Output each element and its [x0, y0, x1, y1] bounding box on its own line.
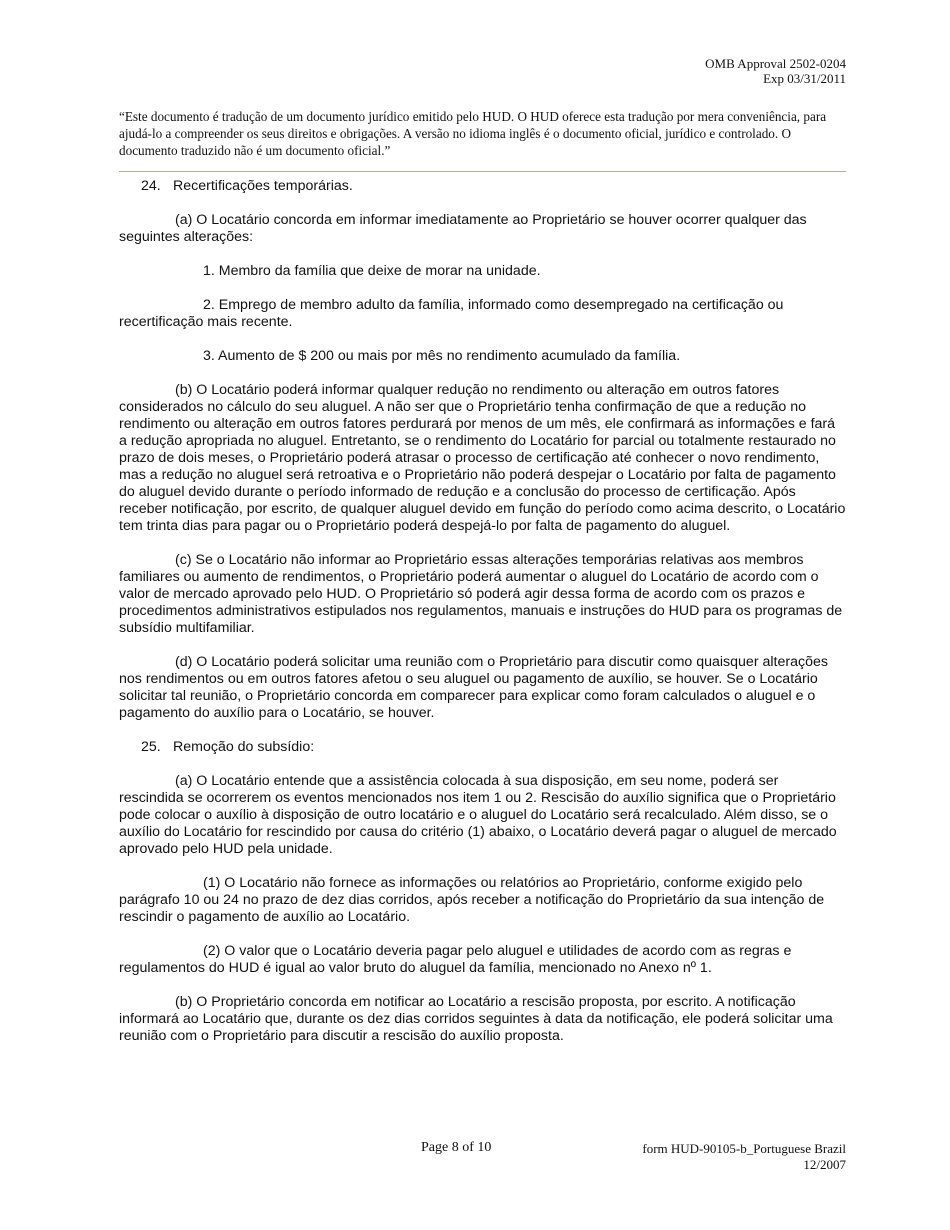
omb-approval-number: OMB Approval 2502-0204: [705, 56, 846, 71]
header-divider: [119, 171, 846, 172]
section-25-criterion-2: (2) O valor que o Locatário deveria pagar pelo aluguel e utilidades de acordo com as regras e regulamentos do HUD é igual ao valor bruto do aluguel da família, mencionado no Anexo nº 1.: [119, 943, 792, 976]
section-24-heading: [119, 178, 846, 195]
omb-expiration-date: Exp 03/31/2011: [763, 71, 846, 86]
translation-disclaimer: “Este documento é tradução de um documento jurídico emitido pelo HUD. O HUD oferece esta tradução por mera conveniência, para ajudá-lo a compreender os seus direitos e obrigações. A versão no idioma inglês é o documento oficial, jurídico e controlado. O documento traduzido não é um documento oficial.”: [119, 109, 827, 158]
section-24-item-3: 3. Aumento de $ 200 ou mais por mês no rendimento acumulado da família.: [203, 348, 681, 364]
section-24-number: 24.: [141, 178, 161, 194]
document-body: [119, 178, 846, 1062]
omb-approval-block: [705, 56, 846, 86]
form-identifier-block: [642, 1141, 846, 1173]
section-24-paragraph-b: (b) O Locatário poderá informar qualquer redução no rendimento ou alteração em outros fatores considerados no cálculo do seu aluguel. A não ser que o Proprietário tenha confirmação de que a redução no rendimento ou alteração em outros fatores perdurará por menos de um mês, ele confirmará as informações e fará a redução apropriada no aluguel. Entretanto, se o rendimento do Locatário for parcial ou totalmente restaurado no prazo de dois meses, o Proprietário poderá atrasar o processo de certificação até conhecer o novo rendimento, mas a redução no aluguel será retroativa e o Proprietário não poderá despejar o Locatário por falta de pagamento do aluguel devido durante o período informado de redução e a conclusão do processo de certificação. Após receber notificação, por escrito, de qualquer aluguel devido em função do período como acima descrito, o Locatário tem trinta dias para pagar ou o Proprietário poderá despejá-lo por falta de pagamento do aluguel.: [119, 382, 846, 534]
section-25-heading: [119, 739, 846, 756]
section-25-title: Remoção do subsídio:: [173, 739, 315, 755]
section-24-paragraph-a: (a) O Locatário concorda em informar imediatamente ao Proprietário se houver ocorrer qualquer das seguintes alterações:: [119, 212, 807, 245]
section-25-paragraph-a: (a) O Locatário entende que a assistência colocada à sua disposição, em seu nome, poderá ser rescindida se ocorrerem os eventos mencionados nos item 1 ou 2. Rescisão do auxílio significa que o Proprietário pode colocar o auxílio à disposição de outro locatário e o aluguel do Locatário será recalculado. Além disso, se o auxílio do Locatário for rescindido por causa do critério (1) abaixo, o Locatário deverá pagar o aluguel de mercado aprovado pelo HUD pela unidade.: [119, 773, 837, 857]
section-24-title: Recertificações temporárias.: [173, 178, 353, 194]
section-25-number: 25.: [141, 739, 161, 755]
section-24-item-1: 1. Membro da família que deixe de morar na unidade.: [203, 263, 541, 279]
form-date: 12/2007: [803, 1157, 846, 1172]
section-24-paragraph-d: (d) O Locatário poderá solicitar uma reunião com o Proprietário para discutir como quaisquer alterações nos rendimentos ou em outros fatores afetou o seu aluguel ou pagamento de auxílio, se houver. Se o Locatário solicitar tal reunião, o Proprietário concorda em comparecer para explicar como foram calculados o aluguel e o pagamento do auxílio para o Locatário, se houver.: [119, 654, 828, 721]
page-number: Page 8 of 10: [421, 1140, 492, 1155]
section-24-item-2: 2. Emprego de membro adulto da família, informado como desempregado na certificação ou recertificação mais recente.: [119, 297, 784, 330]
section-24-paragraph-c: (c) Se o Locatário não informar ao Proprietário essas alterações temporárias relativas aos membros familiares ou aumento de rendimentos, o Proprietário poderá aumentar o aluguel do Locatário de acordo com o valor de mercado aprovado pelo HUD. O Proprietário só poderá agir dessa forma de acordo com os prazos e procedimentos administrativos estipulados nos regulamentos, manuais e instruções do HUD para os programas de subsídio multifamiliar.: [119, 552, 843, 636]
section-25-criterion-1: (1) O Locatário não fornece as informações ou relatórios ao Proprietário, conforme exigido pelo parágrafo 10 ou 24 no prazo de dez dias corridos, após receber a notificação do Proprietário da sua intenção de rescindir o pagamento de auxílio ao Locatário.: [119, 875, 825, 925]
form-identifier: form HUD-90105-b_Portuguese Brazil: [642, 1141, 846, 1156]
section-25-paragraph-b: (b) O Proprietário concorda em notificar ao Locatário a rescisão proposta, por escrito. A notificação informará ao Locatário que, durante os dez dias corridos seguintes à data da notificação, ele poderá solicitar uma reunião com o Proprietário para discutir a rescisão do auxílio proposta.: [119, 994, 833, 1044]
